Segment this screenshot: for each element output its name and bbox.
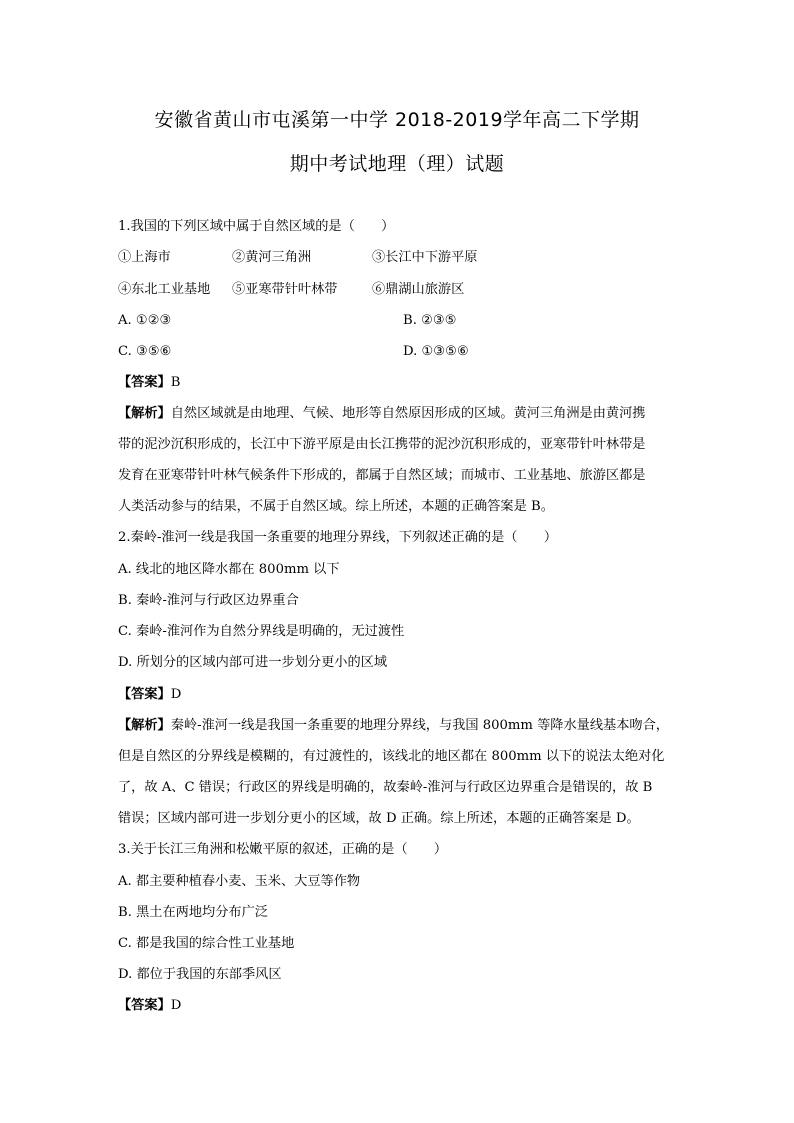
- q2-analysis-line-3: 了，故 A、C 错误；行政区的界线是明确的，故秦岭-淮河与行政区边界重合是错误的，故 B: [118, 780, 653, 795]
- q3-answer: [118, 997, 181, 1015]
- q1-answer-value: B: [170, 375, 181, 390]
- q3-option-b: B. 黑土在两地均分布广泛: [118, 905, 268, 920]
- q1-answer-label: 【答案】: [118, 375, 171, 390]
- q1-analysis-line-4: 人类活动参与的结果，不属于自然区域。综上所述，本题的正确答案是 B。: [118, 499, 554, 514]
- q1-answer: [118, 374, 180, 392]
- q1-analysis-line-3: 发育在亚寒带针叶林气候条件下形成的，都属于自然区域；而城市、工业基地、旅游区都是: [118, 468, 646, 483]
- q3-answer-value: D: [170, 998, 182, 1013]
- q1-analysis-line-2: 带的泥沙沉积形成的，长江中下游平原是由长江携带的泥沙沉积形成的，亚寒带针叶林带是: [118, 437, 646, 452]
- question-3-stem: 3.关于长江三角洲和松嫩平原的叙述，正确的是（ ）: [118, 842, 448, 857]
- q2-option-b: B. 秦岭-淮河与行政区边界重合: [118, 593, 299, 608]
- q1-option-b: B. ②③⑤: [403, 313, 457, 328]
- q1-option-c: C. ③⑤⑥: [118, 344, 172, 359]
- q1-item-6: ⑥鼎湖山旅游区: [372, 282, 465, 297]
- q2-analysis-line-4: 错误；区域内部可进一步划分更小的区域，故 D 正确。综上所述，本题的正确答案是 D。: [118, 811, 640, 826]
- q2-analysis-line-1: 【解析】秦岭-淮河一线是我国一条重要的地理分界线，与我国 800mm 等降水量线基本吻合，: [118, 718, 669, 733]
- document-title-line-2: 期中考试地理（理）试题: [289, 153, 505, 175]
- q2-option-a: A. 线北的地区降水都在 800mm 以下: [118, 562, 340, 577]
- q1-item-5: ⑤亚寒带针叶林带: [232, 282, 338, 297]
- q2-option-c: C. 秦岭-淮河作为自然分界线是明确的，无过渡性: [118, 624, 405, 639]
- q1-analysis-label: 【解析】: [118, 406, 171, 421]
- q3-option-c: C. 都是我国的综合性工业基地: [118, 936, 295, 951]
- q1-option-d: D. ①③⑤⑥: [403, 344, 469, 359]
- q2-option-d: D. 所划分的区域内部可进一步划分更小的区域: [118, 655, 388, 670]
- question-1-stem: 1.我国的下列区域中属于自然区域的是（ ）: [118, 219, 395, 234]
- q1-item-4: ④东北工业基地: [118, 282, 211, 297]
- q1-item-1: ①上海市: [118, 250, 171, 265]
- q1-item-2: ②黄河三角洲: [232, 250, 312, 265]
- q3-option-a: A. 都主要种植春小麦、玉米、大豆等作物: [118, 874, 361, 889]
- question-2-stem: 2.秦岭-淮河一线是我国一条重要的地理分界线，下列叙述正确的是（ ）: [118, 530, 558, 545]
- q2-answer-label: 【答案】: [118, 687, 171, 702]
- q1-item-3: ③长江中下游平原: [372, 250, 478, 265]
- q2-answer: [118, 686, 181, 704]
- q2-analysis-label: 【解析】: [118, 718, 171, 733]
- document-title-line-1: 安徽省黄山市屯溪第一中学 2018-2019学年高二下学期: [154, 109, 640, 131]
- q2-answer-value: D: [170, 687, 182, 702]
- q2-analysis-line-2: 但是自然区的分界线是模糊的，有过渡性的，该线北的地区都在 800mm 以下的说法太绝对化: [118, 749, 665, 764]
- q3-option-d: D. 都位于我国的东部季风区: [118, 967, 282, 982]
- q1-analysis-line-1: 【解析】自然区域就是由地理、气候、地形等自然原因形成的区域。黄河三角洲是由黄河携: [118, 406, 646, 421]
- q1-option-a: A. ①②③: [118, 313, 172, 328]
- q3-answer-label: 【答案】: [118, 998, 171, 1013]
